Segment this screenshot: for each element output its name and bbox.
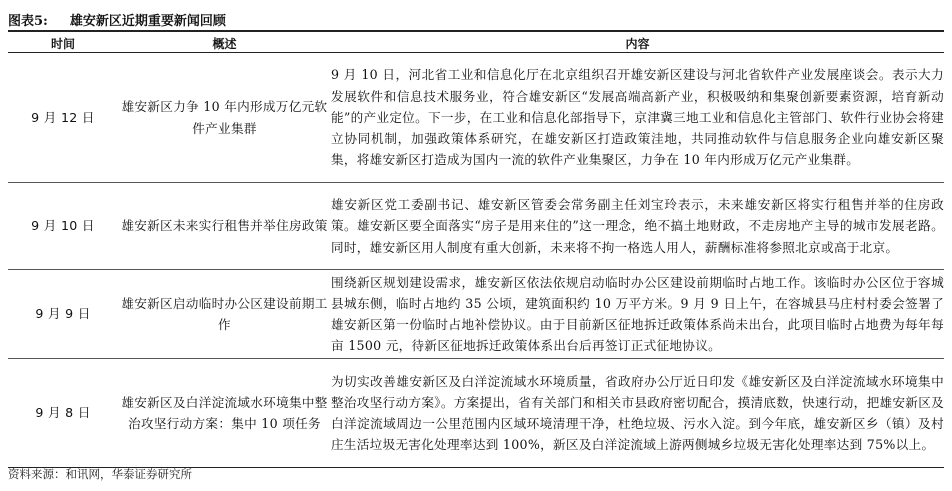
table-row	[8, 270, 944, 359]
row-summary: 雄安新区启动临时办公区建设前期工作	[118, 270, 331, 359]
figure-title-bar	[8, 8, 944, 32]
row-date: 9 月 8 日	[8, 359, 118, 468]
row-content: 为切实改善雄安新区及白洋淀流域水环境质量，省政府办公厅近日印发《雄安新区及白洋淀流域水环境集中整治攻坚行动方案》。方案提出，省有关部门和相关市县政府密切配合，摸清底数，快速行动，把雄安新区及白洋淀流域周边一公里范围内区域环境清理干净，杜绝垃圾、污水入淀。到今年底，雄安新区乡（镇）及村庄生活垃圾无害化处理率达到 100%，新区及白洋淀流域上游两侧城乡垃圾无害化处理率达到 75%以上。	[331, 359, 944, 468]
row-summary: 雄安新区力争 10 年内形成万亿元软件产业集群	[118, 53, 331, 183]
table-header-row	[8, 34, 944, 53]
header-summary: 概述	[118, 34, 331, 53]
row-summary: 雄安新区未来实行租售并举住房政策	[118, 183, 331, 270]
table-row	[8, 359, 944, 468]
row-summary: 雄安新区及白洋淀流域水环境集中整治攻坚行动方案：集中 10 项任务	[118, 359, 331, 468]
row-date: 9 月 12 日	[8, 53, 118, 183]
table-row	[8, 183, 944, 270]
source-note: 资料来源：和讯网，华泰证券研究所	[8, 467, 192, 481]
figure-title: 雄安新区近期重要新闻回顾	[69, 13, 226, 29]
figure-number: 图表5:	[8, 13, 48, 29]
row-date: 9 月 9 日	[8, 270, 118, 359]
news-table	[8, 34, 944, 468]
row-content: 雄安新区党工委副书记、雄安新区管委会常务副主任刘宝玲表示，未来雄安新区将实行租售并举的住房政策。雄安新区要全面落实“房子是用来住的”这一理念，绝不搞土地财政，不走房地产主导的城市发展老路。同时，雄安新区用人制度有重大创新，未来将不拘一格选人用人，薪酬标准将参照北京或高于北京。	[331, 183, 944, 270]
row-date: 9 月 10 日	[8, 183, 118, 270]
row-content: 围绕新区规划建设需求，雄安新区依法依规启动临时办公区建设前期临时占地工作。该临时办公区位于容城县城东侧，临时占地约 35 公顷，建筑面积约 10 万平方米。9 月 9 日上午，在容城县马庄村村委会签署了雄安新区第一份临时占地补偿协议。由于目前新区征地拆迁政策体系尚未出台，此项目临时占地费为每年每亩 1500 元，待新区征地拆迁政策体系出台后再签订正式征地协议。	[331, 270, 944, 359]
header-content: 内容	[331, 34, 944, 53]
header-date: 时间	[8, 34, 118, 53]
row-content: 9 月 10 日，河北省工业和信息化厅在北京组织召开雄安新区建设与河北省软件产业发展座谈会。表示大力发展软件和信息技术服务业，符合雄安新区“发展高端高新产业，积极吸纳和集聚创新要素资源，培育新动能”的产业定位。下一步，在工业和信息化部指导下，京津冀三地工业和信息化主管部门、软件行业协会将建立协同机制，加强政策体系研究，在雄安新区打造政策洼地，共同推动软件与信息服务企业向雄安新区聚集，将雄安新区打造成为国内一流的软件产业集聚区，力争在 10 年内形成万亿元产业集群。	[331, 53, 944, 183]
table-row	[8, 53, 944, 183]
